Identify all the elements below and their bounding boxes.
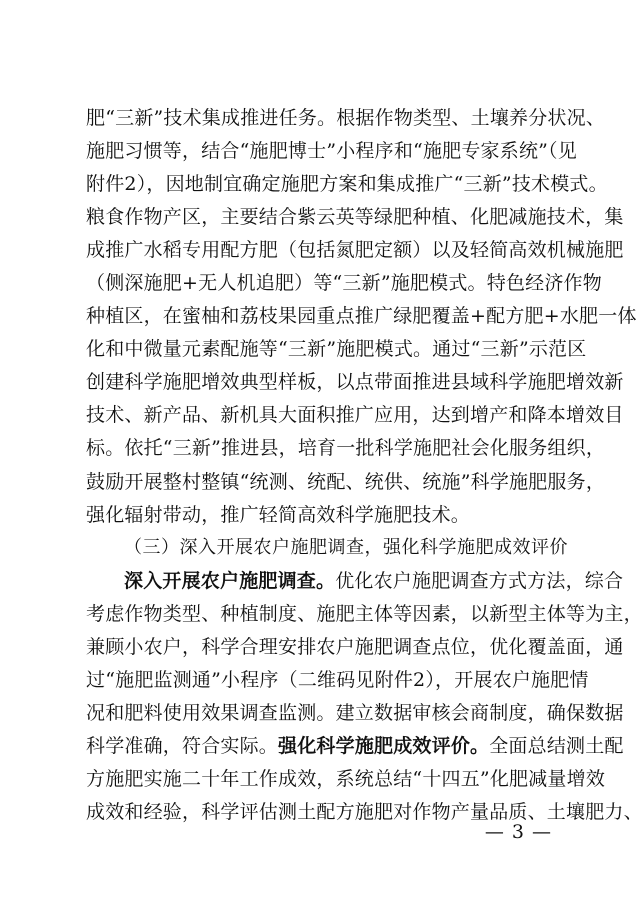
text-line: 考虑作物类型、种植制度、施肥主体等因素，以新型主体等为主， xyxy=(86,603,643,625)
text-line: 粮食作物产区，主要结合紫云英等绿肥种植、化肥减施技术，集 xyxy=(86,206,624,228)
text-span: 优化农户施肥调查方式方法，综合 xyxy=(335,570,624,592)
text-line: 兼顾小农户，科学合理安排农户施肥调查点位，优化覆盖面，通 xyxy=(86,636,624,658)
text-span: 科学准确，符合实际。 xyxy=(86,735,279,757)
text-line: 方施肥实施二十年工作成效，系统总结“十四五”化肥减量增效 xyxy=(86,768,606,790)
page-number: — 3 — xyxy=(484,821,552,843)
text-line: 况和肥料使用效果调查监测。建立数据审核会商制度，确保数据 xyxy=(86,702,624,724)
text-line: （侧深施肥+无人机追肥）等“三新”施肥模式。特色经济作物 xyxy=(86,272,602,294)
text-line: 鼓励开展整村整镇“统测、统配、统供、统施”科学施肥服务， xyxy=(86,471,606,493)
text-line: 成效和经验，科学评估测土配方施肥对作物产量品质、土壤肥力、 xyxy=(86,801,643,823)
bold-lead: 深入开展农户施肥调查。 xyxy=(124,570,336,592)
text-line: 化和中微量元素配施等“三新”施肥模式。通过“三新”示范区 xyxy=(86,338,587,360)
text-line: 种植区，在蜜柚和荔枝果园重点推广绿肥覆盖+配方肥+水肥一体 xyxy=(86,305,637,327)
section-heading: （三）深入开展农户施肥调查，强化科学施肥成效评价 xyxy=(124,537,568,558)
text-line: 强化辐射带动，推广轻简高效科学施肥技术。 xyxy=(86,504,471,526)
text-line: 附件2），因地制宜确定施肥方案和集成推广“三新”技术模式。 xyxy=(86,173,608,195)
text-line: 成推广水稻专用配方肥（包括氮肥定额）以及轻简高效机械施肥 xyxy=(86,239,624,261)
text-span: 全面总结测土配 xyxy=(489,735,624,757)
text-line: 施肥习惯等，结合“施肥博士”小程序和“施肥专家系统”（见 xyxy=(86,140,577,162)
text-line: 肥“三新”技术集成推进任务。根据作物类型、土壤养分状况、 xyxy=(86,107,606,129)
text-line: 创建科学施肥增效典型样板，以点带面推进县域科学施肥增效新 xyxy=(86,371,624,393)
bold-lead: 强化科学施肥成效评价。 xyxy=(278,735,490,757)
text-line-mixed xyxy=(86,734,624,758)
paragraph-first-line xyxy=(124,569,624,593)
text-line: 标。依托“三新”推进县，培育一批科学施肥社会化服务组织， xyxy=(86,437,606,459)
text-line: 过“施肥监测通”小程序（二维码见附件2），开展农户施肥情 xyxy=(86,669,589,691)
text-line: 技术、新产品、新机具大面积推广应用，达到增产和降本增效目 xyxy=(86,404,624,426)
